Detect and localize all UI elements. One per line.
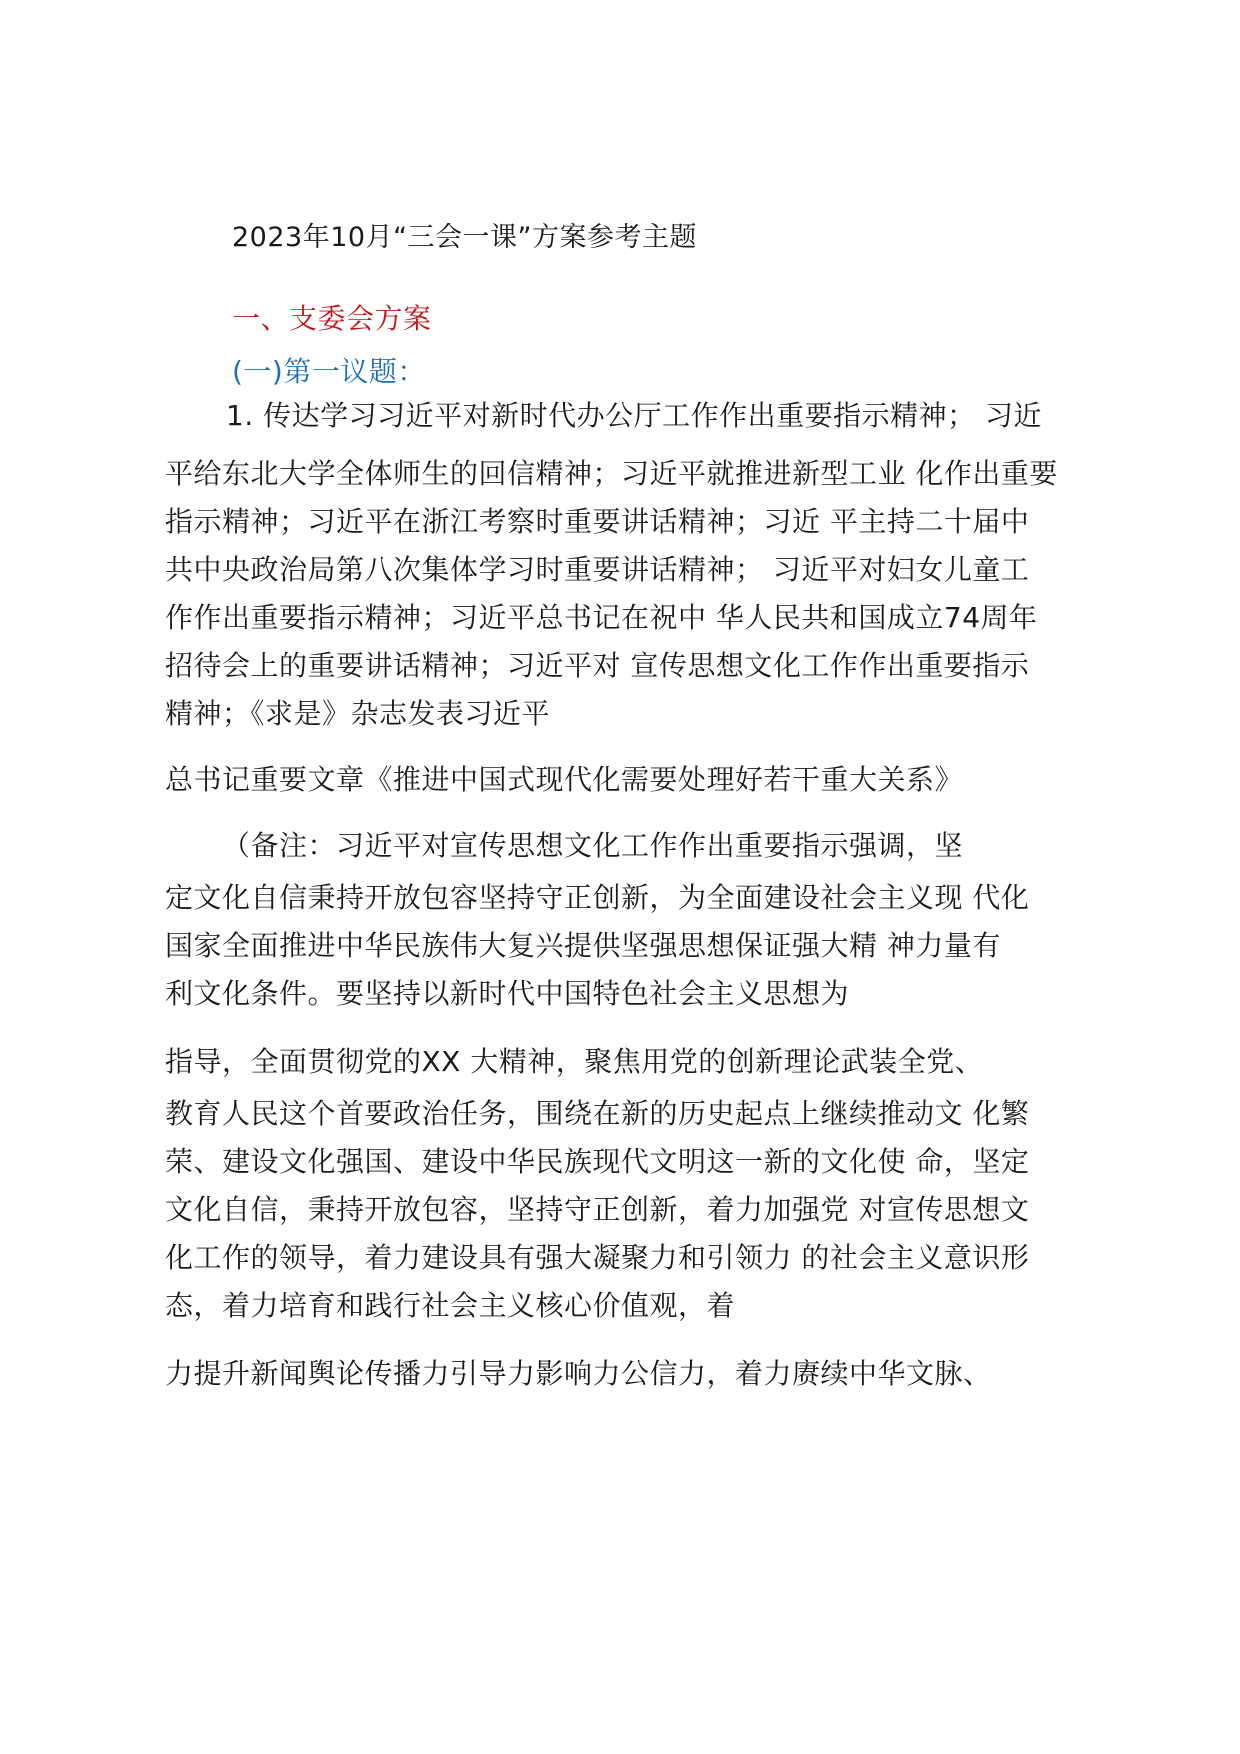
note-line: 教育人民这个首要政治任务，围绕在新的历史起点上继续推动文 化繁 xyxy=(165,1097,1030,1130)
note-line: 国家全面推进中华民族伟大复兴提供坚强思想保证强大精 神力量有 xyxy=(165,929,1001,962)
section-heading: 一、支委会方案 xyxy=(232,302,432,335)
paragraph-line: 共中央政治局第八次集体学习时重要讲话精神； 习近平对妇女儿童工 xyxy=(165,553,1030,586)
note-line: 荣、建设文化强国、建设中华民族现代文明这一新的文化使 命，坚定 xyxy=(165,1145,1030,1178)
note-line: （备注：习近平对宣传思想文化工作作出重要指示强调，坚 xyxy=(222,829,964,862)
paragraph-line: 平给东北大学全体师生的回信精神；习近平就推进新型工业 化作出重要 xyxy=(165,457,1058,490)
paragraph-line: 1. 传达学习习近平对新时代办公厅工作作出重要指示精神； 习近 xyxy=(226,399,1043,432)
note-line: 利文化条件。要坚持以新时代中国特色社会主义思想为 xyxy=(165,977,850,1010)
note-line: 化工作的领导，着力建设具有强大凝聚力和引领力 的社会主义意识形 xyxy=(165,1241,1030,1274)
paragraph-line: 总书记重要文章《推进中国式现代化需要处理好若干重大关系》 xyxy=(165,763,964,796)
note-line: 力提升新闻舆论传播力引导力影响力公信力，着力赓续中华文脉、 xyxy=(165,1357,992,1390)
note-line: 态，着力培育和践行社会主义核心价值观，着 xyxy=(165,1289,736,1322)
document-title: 2023年10月“三会一课”方案参考主题 xyxy=(232,222,698,253)
subsection-heading: (一)第一议题： xyxy=(232,355,426,388)
paragraph-line: 作作出重要指示精神；习近平总书记在祝中 华人民共和国成立74周年 xyxy=(165,601,1038,634)
paragraph-line: 指示精神；习近平在浙江考察时重要讲话精神；习近 平主持二十届中 xyxy=(165,505,1030,538)
paragraph-line: 精神；《求是》杂志发表习近平 xyxy=(165,697,551,730)
paragraph-line: 招待会上的重要讲话精神；习近平对 宣传思想文化工作作出重要指示 xyxy=(165,649,1030,682)
note-line: 定文化自信秉持开放包容坚持守正创新，为全面建设社会主义现 代化 xyxy=(165,881,1030,914)
note-line: 指导，全面贯彻党的XX 大精神，聚焦用党的创新理论武装全党、 xyxy=(165,1045,984,1078)
note-line: 文化自信，秉持开放包容，坚持守正创新，着力加强党 对宣传思想文 xyxy=(165,1193,1030,1226)
